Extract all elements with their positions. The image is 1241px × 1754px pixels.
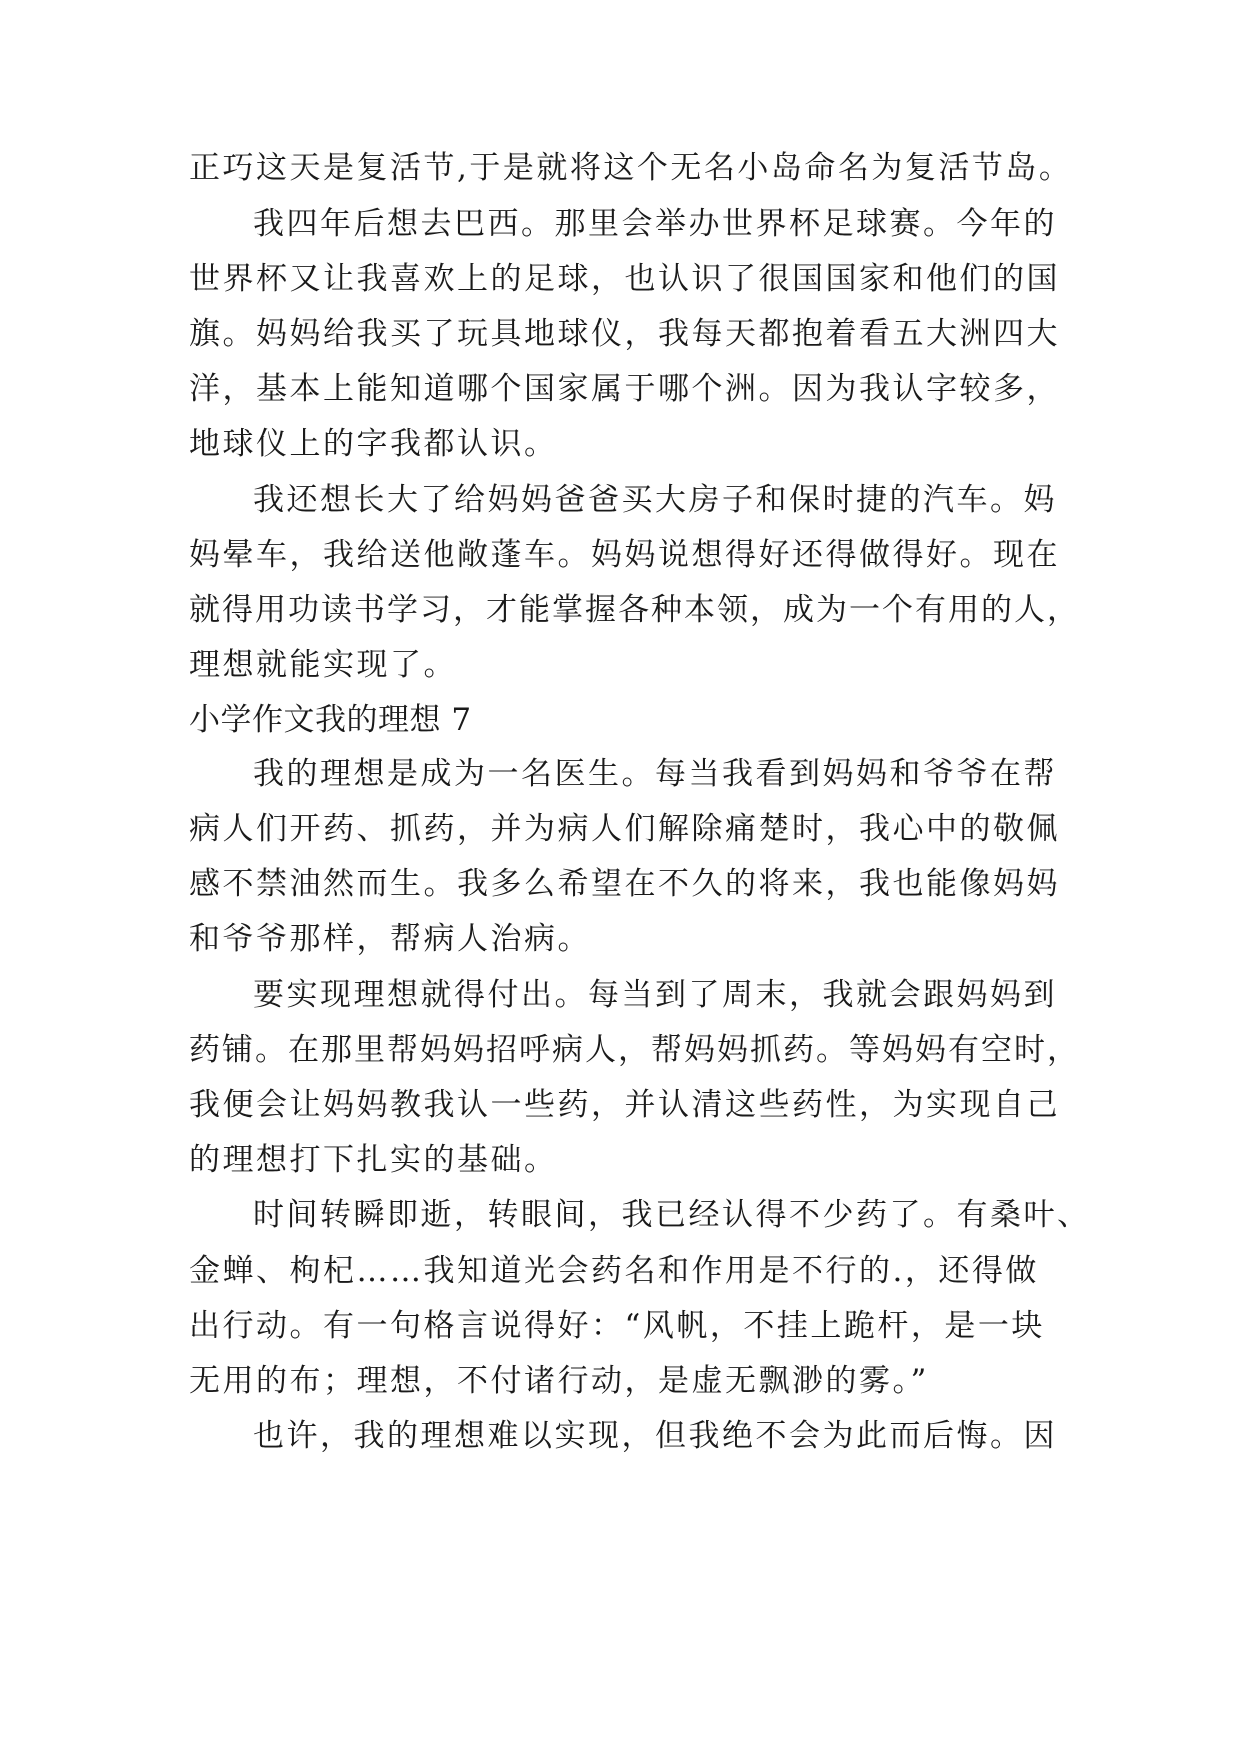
text-line: 世界杯又让我喜欢上的足球，也认识了很国国家和他们的国 [189, 261, 1060, 297]
text-line: 妈晕车，我给送他敞蓬车。妈妈说想得好还得做得好。现在 [189, 537, 1060, 573]
text-line: 病人们开药、抓药，并为病人们解除痛楚时，我心中的敬佩 [189, 811, 1060, 847]
text-line: 金蝉、枸杞……我知道光会药名和作用是不行的.，还得做 [189, 1253, 1039, 1289]
text-line: 正巧这天是复活节,于是就将这个无名小岛命名为复活节岛。 [189, 150, 1073, 186]
paragraph-start-line: 我四年后想去巴西。那里会举办世界杯足球赛。今年的 [253, 206, 1057, 242]
paragraph-start-line: 我还想长大了给妈妈爸爸买大房子和保时捷的汽车。妈 [253, 482, 1057, 518]
text-line: 无用的布；理想，不付诸行动，是虚无飘渺的雾。” [189, 1363, 929, 1399]
text-line: 药铺。在那里帮妈妈招呼病人，帮妈妈抓药。等妈妈有空时， [189, 1032, 1080, 1068]
text-line: 理想就能实现了。 [189, 647, 457, 683]
text-line: 和爷爷那样，帮病人治病。 [189, 921, 591, 957]
paragraph-start-line: 也许，我的理想难以实现，但我绝不会为此而后悔。因 [253, 1418, 1057, 1454]
text-line: 地球仪上的字我都认识。 [189, 426, 558, 462]
text-line: 洋，基本上能知道哪个国家属于哪个洲。因为我认字较多， [189, 371, 1060, 407]
text-line: 我便会让妈妈教我认一些药，并认清这些药性，为实现自己 [189, 1087, 1060, 1123]
paragraph-start-line: 时间转瞬即逝，转眼间，我已经认得不少药了。有桑叶、 [253, 1197, 1091, 1233]
text-line: 旗。妈妈给我买了玩具地球仪，我每天都抱着看五大洲四大 [189, 316, 1060, 352]
text-line: 的理想打下扎实的基础。 [189, 1142, 558, 1178]
paragraph-start-line: 我的理想是成为一名医生。每当我看到妈妈和爷爷在帮 [253, 756, 1057, 792]
text-line: 感不禁油然而生。我多么希望在不久的将来，我也能像妈妈 [189, 866, 1060, 902]
paragraph-start-line: 要实现理想就得付出。每当到了周末，我就会跟妈妈到 [253, 977, 1057, 1013]
text-line: 就得用功读书学习，才能掌握各种本领，成为一个有用的人， [189, 592, 1080, 628]
text-line: 出行动。有一句格言说得好：“风帆，不挂上跪杆，是一块 [189, 1308, 1045, 1344]
essay-title: 小学作文我的理想 7 [189, 702, 472, 738]
